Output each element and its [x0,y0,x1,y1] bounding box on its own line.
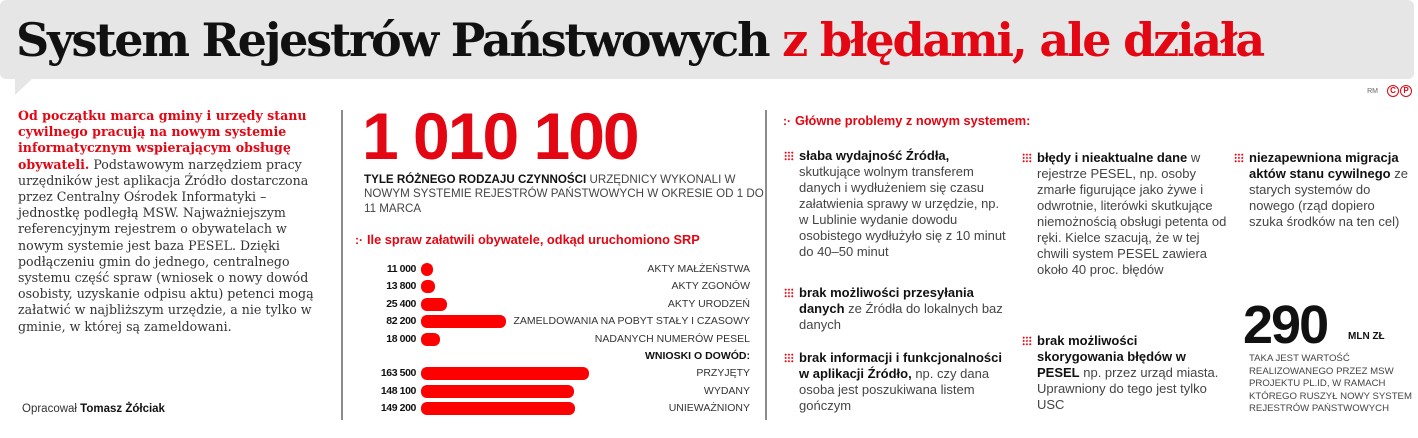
big-stat-description [364,173,764,216]
phonogram-icon: P [1400,85,1412,97]
headline [16,10,1263,70]
bar-value: 13 800 [386,280,416,293]
bar-label: WYDANY [703,384,750,397]
headline-black: System Rejestrów Państwowych [16,13,769,67]
dot-grid-bullet-icon [784,151,794,161]
problem-bold: brak możliwości skorygowania błędów w PESEL [1037,333,1186,380]
bar-value: 82 200 [386,315,416,328]
bar-label: PRZYJĘTY [696,367,750,380]
lead-intro: Od początku marca gminy i urzędy stanu cywilnego pracują na nowym systemie informatycznym wspierającym obsługę obywateli. [18,108,307,172]
problem-bold: niezapewniona migracja aktów stanu cywilnego [1249,150,1399,181]
big-stat-desc-bold: TYLE RÓŻNEGO RODZAJU CZYNNOŚCI [364,173,587,186]
dot-grid-bullet-icon [784,353,794,363]
bar-label: ZAMELDOWANIA NA POBYT STAŁY I CZASOWY [513,315,750,328]
bar [421,333,440,346]
author-line [22,403,165,415]
arrow-bullet-icon: :· [783,114,791,128]
chart-row [350,261,750,278]
problem-bold: błędy i nieaktualne dane [1037,150,1188,165]
bar [421,315,506,328]
bar-label: AKTY URODZEŃ [667,297,750,310]
cost-description: TAKA JEST WARTOŚĆ REALIZOWANEGO PRZEZ MSW PROJEKTU PL.ID, W RAMACH KTÓREGO RUSZYŁ NOWY SYSTEM REJESTRÓW PAŃSTWOWYCH [1249,353,1412,414]
copyright-icon: C [1387,85,1399,97]
dot-grid-bullet-icon [1022,336,1032,346]
dot-grid-bullet-icon [784,288,794,298]
problem-item [799,350,1004,414]
chart-row [350,365,750,382]
lead-paragraph [18,108,323,335]
speech-bubble-tail [15,78,33,95]
chart-row [350,331,750,348]
chart-row [350,400,750,417]
dot-grid-bullet-icon [1022,153,1032,163]
cost-unit: MLN ZŁ [1348,331,1385,342]
column-divider-left [341,110,343,420]
bar-label: NADANYCH NUMERÓW PESEL [594,332,750,345]
chart-row [350,296,750,313]
bar-chart [350,261,750,418]
problem-text: np. przez urząd miasta. Uprawniony do tego jest tylko USC [1037,365,1219,412]
bar [421,367,589,380]
problem-item [799,285,1004,333]
problem-item [799,148,1009,260]
column-divider-right [765,110,767,420]
bar-label: WNIOSKI O DOWÓD: [645,349,750,362]
problems-title [783,113,1030,128]
bar-label: AKTY ZGONÓW [671,280,750,293]
chart-row [350,278,750,295]
chart-group-header [350,348,750,365]
big-stat-value: 1 010 100 [362,99,638,173]
problem-item [1037,150,1227,278]
problem-item [1037,333,1227,413]
chart-row [350,383,750,400]
bar [421,263,433,276]
bar-label: UNIEWAŻNIONY [668,402,750,415]
problem-text: ze Źródła do lokalnych baz danych [799,301,1003,332]
problems-title-text: Główne problemy z nowym systemem: [795,113,1031,128]
copyright-marks [1387,85,1412,97]
bar [421,280,435,293]
problem-text: ze starych systemów do nowego (rząd dopiero szuka środków na ten cel) [1249,166,1408,229]
chart-title-text: Ile spraw załatwili obywatele, odkąd uruchomiono SRP [367,232,700,247]
credit: RM [1367,88,1378,95]
chart-row [350,313,750,330]
bar [421,298,447,311]
arrow-bullet-icon: :· [355,233,363,247]
bar [421,402,575,415]
problem-text: skutkujące wolnym transferem danych i wydłużeniem się czasu załatwienia sprawy w urzędzie, np. w Lublinie wydanie dowodu osobistego wydłużyło się z 10 minut do 40–50 minut [799,164,1006,259]
lead-body: Podstawowym narzędziem pracy urzędników jest aplikacja Źródło dostarczona przez Centralny Ośrodek Informatyki – jednostkę podległą MSW. Najważniejszym referencyjnym rejestrem o obywatelach w nowym systemie jest baza PESEL. Dzięki podłączeniu gmin do jednego, centralnego systemu część spraw (wniosek o nowy dowód osobisty, uzyskanie odpisu aktu) petenci mogą załatwić w najbliższym urzędzie, a nie tylko w gminie, w której są zameldowani. [18,156,314,334]
problem-text: w rejestrze PESEL, np. osoby zmarłe figurujące jako żywe i odwrotnie, literówki skutkujące niemożnością obsługi petenta od ręki. Kielce szacują, że w tej chwili system PESEL zawiera około 40 proc. błędów [1037,150,1227,277]
bar-value: 25 400 [386,297,416,310]
headline-red: z błędami, ale działa [782,13,1264,67]
bar-value: 148 100 [380,384,416,397]
problem-bold: słaba wydajność Źródła, [799,148,950,163]
problem-text: np. czy dana osoba jest poszukiwana listem gończym [799,366,990,413]
bar-value: 18 000 [386,332,416,345]
bar [421,385,574,398]
dot-grid-bullet-icon [1234,153,1244,163]
bar-value: 11 000 [386,263,416,275]
chart-title [355,232,700,247]
cost-value: 290 [1243,295,1328,355]
problem-bold: brak informacji i funkcjonalności w aplikacji Źródło, [799,350,1002,381]
bar-value: 149 200 [380,402,416,415]
problem-item [1249,150,1409,230]
author-name: Tomasz Żółciak [80,403,165,415]
author-prefix: Opracował [22,403,77,415]
big-stat-desc-rest: URZĘDNICY WYKONALI W NOWYM SYSTEMIE REJESTRÓW PAŃSTWOWYCH W OKRESIE OD 1 DO 11 MARCA [364,173,764,215]
bar-label: AKTY MAŁŻEŃSTWA [647,263,750,275]
problem-bold: brak możliwości przesyłania danych [799,285,974,316]
bar-value: 163 500 [380,367,416,380]
